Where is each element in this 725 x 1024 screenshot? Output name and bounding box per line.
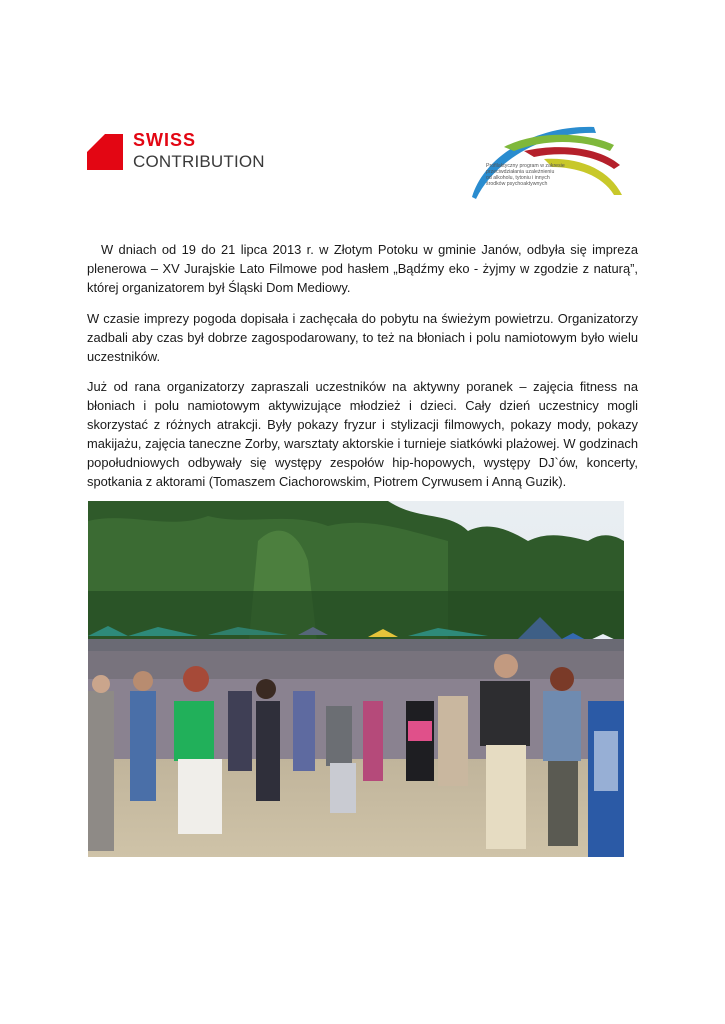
swiss-logo-line1: SWISS [133,130,197,150]
event-photo [88,501,624,857]
paragraph-text: W dniach od 19 do 21 lipca 2013 r. w Złotym Potoku w gminie Janów, odbyła się impreza plenerowa – XV Jurajskie Lato Filmowe pod hasłem „Bądźmy eko - żyjmy w zgodzie z naturą”, której organizatorem był Śląski Dom Mediowy. [87,242,638,295]
program-logo-line: od alkoholu, tytoniu i innych [486,175,550,181]
swiss-logo-line2: CONTRIBUTION [133,152,265,171]
program-logo-text [486,163,582,187]
paragraph-1 [87,240,638,297]
crowd-photo-illustration [88,501,624,857]
swiss-logo-mark [87,134,123,170]
prevention-program-logo [464,117,626,209]
paragraph-3 [87,377,638,491]
program-logo-line: środków psychoaktywnych [486,181,548,187]
program-logo-line: przeciwdziałania uzależnieniu [486,169,555,175]
program-logo-line: Profilaktyczny program w zakresie [486,163,565,169]
paragraph-text: Już od rana organizatorzy zapraszali uczestników na aktywny poranek – zajęcia fitness na błoniach i polu namiotowym aktywizujące młodzież i dzieci. Cały dzień uczestnicy mogli skorzystać z różnych atrakcji. Były pokazy fryzur i stylizacji filmowych, pokazy mody, pokazy makijażu, zajęcia taneczne Zorby, warsztaty aktorskie i turnieje siatkówki plażowej. W godzinach popołudniowych odbywały się występy zespołów hip-hopowych, występy DJ`ów, koncerty, spotkania z aktorami (Tomaszem Ciachorowskim, Piotrem Cyrwusem i Anną Guzik). [87,379,638,489]
swiss-contribution-logo [87,130,272,174]
paragraph-text: W czasie imprezy pogoda dopisała i zachęcała do pobytu na świeżym powietrzu. Organizatorzy zadbali aby czas był dobrze zagospodarowany, to też na błoniach i polu namiotowym było wielu uczestników. [87,311,638,364]
paragraph-2 [87,309,638,366]
